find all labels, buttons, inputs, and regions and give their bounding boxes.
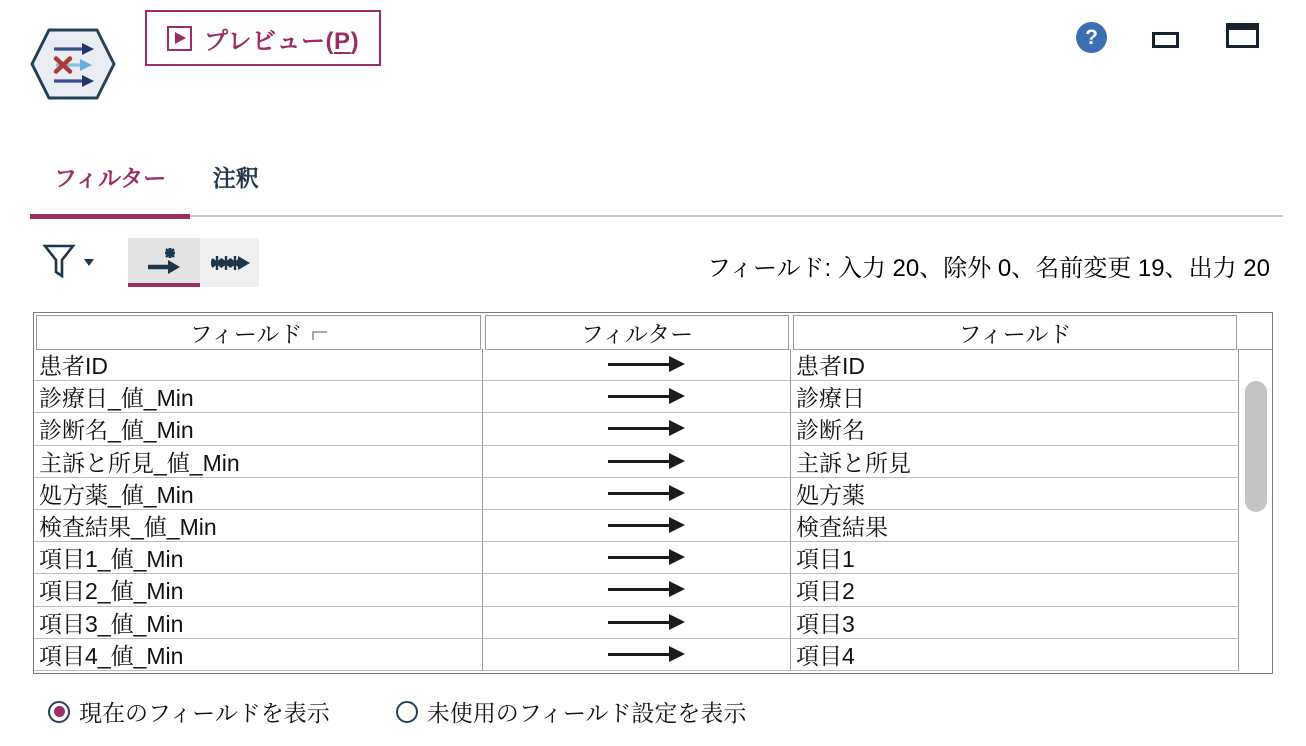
- radio-selected-icon: [48, 701, 70, 723]
- source-field-cell[interactable]: 項目3_値_Min: [34, 607, 483, 639]
- radio-unused-field-settings[interactable]: [396, 695, 747, 728]
- view-toggle-group: [128, 238, 259, 287]
- source-field-cell[interactable]: 項目1_値_Min: [34, 542, 483, 574]
- table-row: [34, 607, 1239, 639]
- pass-through-arrow-icon: [608, 460, 670, 463]
- chevron-down-icon: [83, 257, 95, 267]
- help-icon[interactable]: ?: [1076, 22, 1107, 53]
- column-header-target-field[interactable]: [793, 315, 1237, 350]
- pass-through-arrow-icon: [608, 653, 670, 656]
- tab-annotations[interactable]: 注釈: [212, 165, 259, 191]
- filter-arrow-cell[interactable]: [483, 446, 791, 478]
- target-field-cell[interactable]: 主訴と所見: [791, 446, 1239, 478]
- tab-divider-line: [30, 215, 1283, 217]
- radio-unselected-icon: [396, 701, 418, 723]
- source-field-cell[interactable]: 処方薬_値_Min: [34, 478, 483, 510]
- pass-through-arrow-icon: [608, 524, 670, 527]
- pass-through-arrow-icon: [608, 621, 670, 624]
- source-field-cell[interactable]: 検査結果_値_Min: [34, 510, 483, 542]
- table-row: [34, 446, 1239, 478]
- table-row: [34, 510, 1239, 542]
- target-field-cell[interactable]: 患者ID: [791, 349, 1239, 381]
- radio-current-fields[interactable]: [48, 695, 330, 728]
- play-in-box-icon: [167, 26, 192, 51]
- target-field-cell[interactable]: 検査結果: [791, 510, 1239, 542]
- funnel-icon: [42, 243, 76, 281]
- target-field-cell[interactable]: 診断名: [791, 413, 1239, 445]
- column-header-filter[interactable]: [485, 315, 789, 350]
- filter-arrow-cell[interactable]: [483, 510, 791, 542]
- column-header-label: フィールド: [189, 321, 303, 347]
- pass-through-arrow-icon: [608, 363, 670, 366]
- filter-arrow-cell[interactable]: [483, 413, 791, 445]
- pass-through-arrow-icon: [608, 588, 670, 591]
- target-field-cell[interactable]: 項目3: [791, 607, 1239, 639]
- filter-arrow-cell[interactable]: [483, 574, 791, 606]
- scrollbar-thumb[interactable]: [1245, 381, 1267, 512]
- filter-toolbar: [42, 238, 1270, 292]
- rename-fields-view-button[interactable]: [128, 238, 200, 287]
- pass-through-arrow-icon: [608, 492, 670, 495]
- scrollbar-corner: [1239, 313, 1269, 351]
- pass-through-arrow-icon: [608, 395, 670, 398]
- arrow-with-asterisk-icon: [146, 245, 182, 277]
- target-field-cell[interactable]: 項目2: [791, 574, 1239, 606]
- table-body-rows: [34, 349, 1239, 671]
- column-header-label: フィールド: [958, 321, 1072, 347]
- preview-button[interactable]: [145, 10, 381, 66]
- filter-node-hexagon-icon: [30, 27, 116, 101]
- maximize-window-icon[interactable]: [1226, 23, 1259, 48]
- minimize-window-icon[interactable]: [1152, 32, 1179, 48]
- target-field-cell[interactable]: 診療日: [791, 381, 1239, 413]
- table-row: [34, 413, 1239, 445]
- radio-label: 現在のフィールドを表示: [79, 700, 330, 726]
- source-field-cell[interactable]: 診療日_値_Min: [34, 381, 483, 413]
- arrow-with-asterisks-icon: [210, 251, 250, 275]
- field-filter-table: [33, 312, 1273, 674]
- table-header-row: [34, 313, 1272, 349]
- filter-arrow-cell[interactable]: [483, 639, 791, 671]
- target-field-cell[interactable]: 処方薬: [791, 478, 1239, 510]
- target-field-cell[interactable]: 項目1: [791, 542, 1239, 574]
- pass-through-arrow-icon: [608, 427, 670, 430]
- table-row: [34, 574, 1239, 606]
- preview-button-label: プレビュー(P): [204, 27, 360, 55]
- table-row: [34, 639, 1239, 671]
- target-field-cell[interactable]: 項目4: [791, 639, 1239, 671]
- pass-through-arrow-icon: [608, 556, 670, 559]
- filter-arrow-cell[interactable]: [483, 381, 791, 413]
- table-body: [34, 349, 1272, 671]
- filter-fields-view-button[interactable]: [200, 238, 259, 287]
- tab-filter[interactable]: フィルター: [30, 160, 190, 219]
- table-row: [34, 381, 1239, 413]
- field-summary-text: フィールド: 入力 20、除外 0、名前変更 19、出力 20: [706, 255, 1270, 282]
- table-row: [34, 478, 1239, 510]
- sort-indicator-icon: [312, 331, 327, 340]
- filter-arrow-cell[interactable]: [483, 607, 791, 639]
- filter-arrow-cell[interactable]: [483, 478, 791, 510]
- source-field-cell[interactable]: 項目2_値_Min: [34, 574, 483, 606]
- filter-options-menu-button[interactable]: [42, 243, 104, 287]
- field-display-options: [48, 695, 746, 728]
- table-row: [34, 349, 1239, 381]
- filter-arrow-cell[interactable]: [483, 542, 791, 574]
- source-field-cell[interactable]: 患者ID: [34, 349, 483, 381]
- source-field-cell[interactable]: 主訴と所見_値_Min: [34, 446, 483, 478]
- radio-label: 未使用のフィールド設定を表示: [426, 700, 747, 726]
- filter-arrow-cell[interactable]: [483, 349, 791, 381]
- column-header-label: フィルター: [580, 321, 694, 347]
- source-field-cell[interactable]: 項目4_値_Min: [34, 639, 483, 671]
- table-row: [34, 542, 1239, 574]
- tab-bar: [30, 160, 1283, 217]
- vertical-scrollbar[interactable]: [1239, 349, 1272, 671]
- source-field-cell[interactable]: 診断名_値_Min: [34, 413, 483, 445]
- column-header-source-field[interactable]: [36, 315, 481, 350]
